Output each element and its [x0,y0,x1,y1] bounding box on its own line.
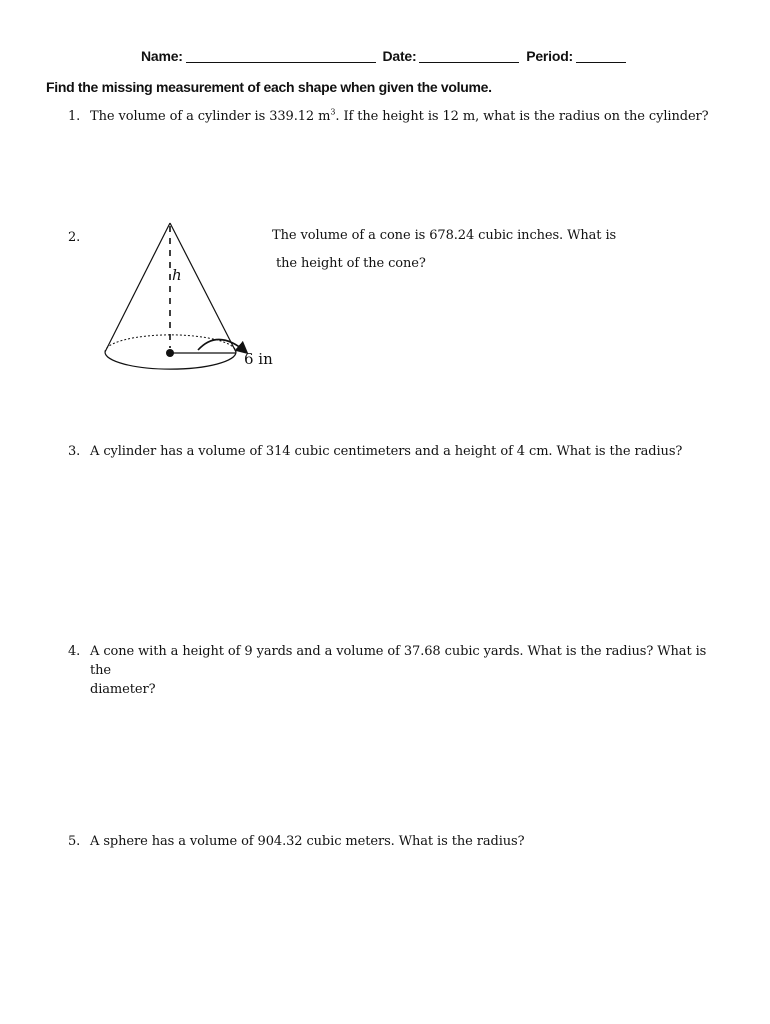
question-number: 4. [68,644,81,659]
question-number: 5. [68,834,81,849]
question-2-text-line-1: The volume of a cone is 678.24 cubic inches. What is [272,228,617,243]
question-2-text-line-2: the height of the cone? [276,256,426,271]
question-text: A cone with a height of 9 yards and a volume of 37.68 cubic yards. What is the radius? What is the diameter? [90,644,707,697]
radius-arrow [198,339,246,352]
cone-left-side [105,223,170,352]
question-number: 2. [68,230,81,245]
name-label: Name: [140,48,183,64]
question-text: A cylinder has a volume of 314 cubic centimeters and a height of 4 cm. What is the radius? [90,444,683,459]
date-blank[interactable] [419,48,519,63]
date-label: Date: [382,48,417,64]
instructions: Find the missing measurement of each shape when given the volume. [46,79,492,95]
radius-label: 6 in [244,350,273,368]
superscript: 3 [330,107,336,117]
question-text: A sphere has a volume of 904.32 cubic meters. What is the radius? [90,834,525,849]
cone-right-side [170,223,236,352]
worksheet-header [0,48,770,64]
period-label: Period: [526,48,574,64]
period-blank[interactable] [576,48,626,63]
question-text: The volume of a cylinder is 339.12 $m^3$. If the height is 12 m, what is the radius on the cylinder? [90,107,709,124]
height-label: h [172,266,182,284]
name-blank[interactable] [186,48,376,63]
cone-center-dot [166,349,174,357]
question-number: 3. [68,444,81,459]
question-number: 1. [68,109,81,124]
